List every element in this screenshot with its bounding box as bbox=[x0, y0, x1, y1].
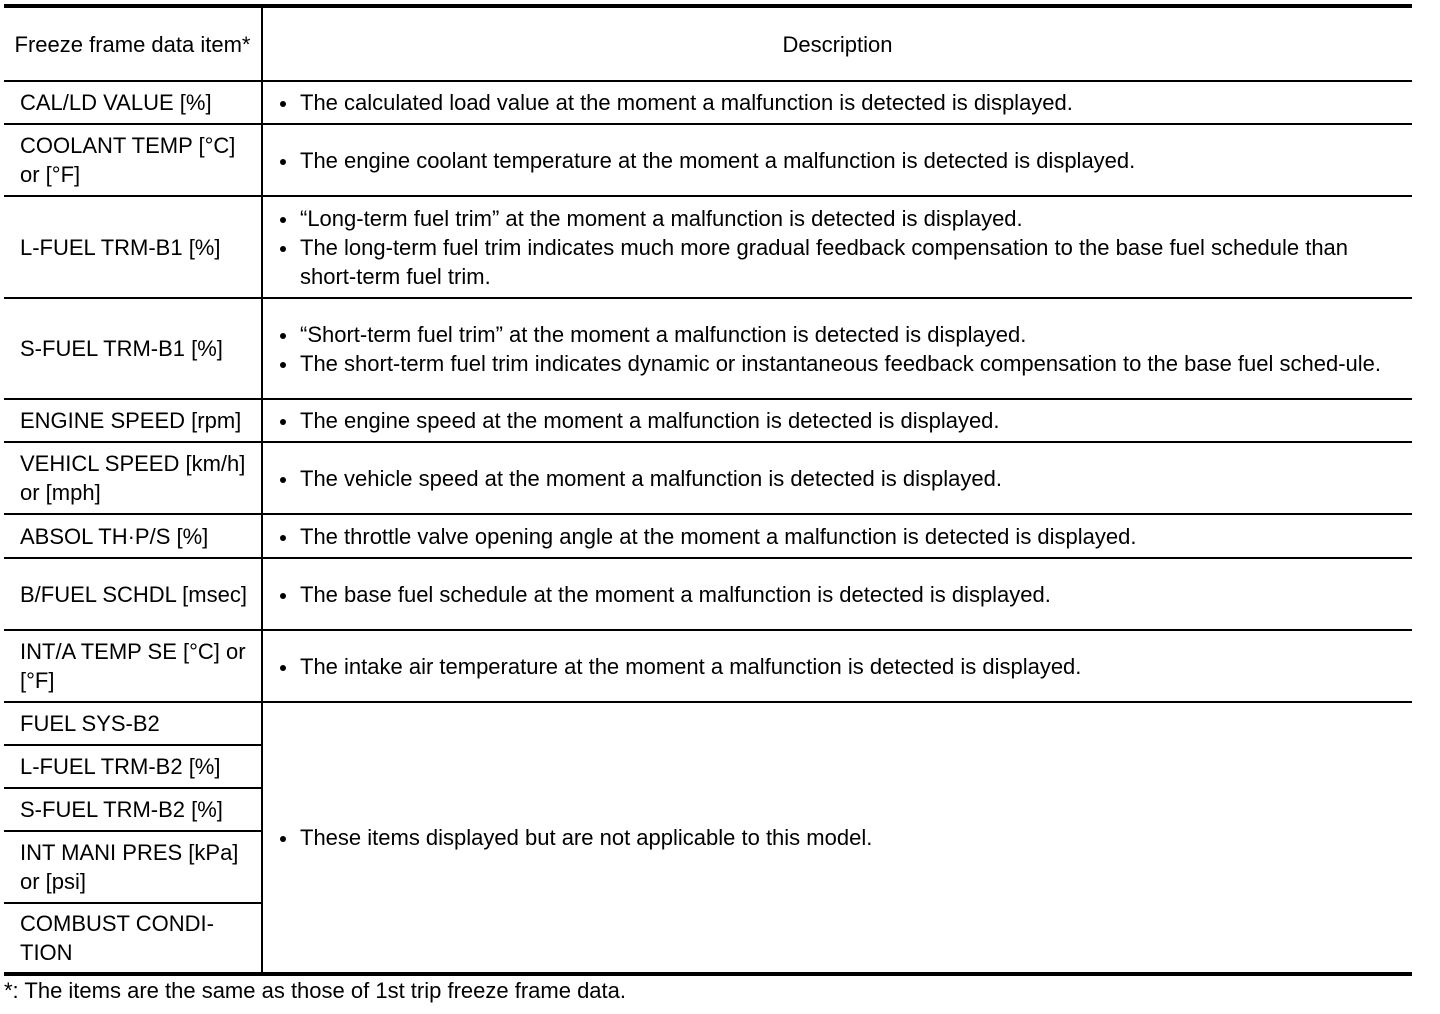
bullet-text: The vehicle speed at the moment a malfunction is detected is displayed. bbox=[277, 464, 1404, 493]
table-row bbox=[4, 399, 1412, 442]
bullet-text: “Short-term fuel trim” at the moment a malfunction is detected is displayed. bbox=[277, 320, 1404, 349]
item-cell: S-FUEL TRM-B1 [%] bbox=[4, 298, 262, 399]
table-row bbox=[4, 558, 1412, 630]
bullet-text: The throttle valve opening angle at the moment a malfunction is detected is displayed. bbox=[277, 522, 1404, 551]
item-cell: L-FUEL TRM-B2 [%] bbox=[4, 745, 262, 788]
item-cell: COOLANT TEMP [°C] or [°F] bbox=[4, 124, 262, 196]
footnote: *: The items are the same as those of 1st trip freeze frame data. bbox=[4, 978, 627, 1003]
item-cell: CAL/LD VALUE [%] bbox=[4, 81, 262, 124]
table-row bbox=[4, 81, 1412, 124]
description-cell bbox=[262, 630, 1412, 702]
table-row bbox=[4, 630, 1412, 702]
item-cell: ENGINE SPEED [rpm] bbox=[4, 399, 262, 442]
bullet-text: The calculated load value at the moment a malfunction is detected is displayed. bbox=[277, 88, 1404, 117]
table-row bbox=[4, 702, 1412, 745]
description-cell bbox=[262, 702, 1412, 974]
description-cell bbox=[262, 196, 1412, 298]
item-cell: INT MANI PRES [kPa] or [psi] bbox=[4, 831, 262, 903]
table-row bbox=[4, 298, 1412, 399]
description-cell bbox=[262, 124, 1412, 196]
item-cell: COMBUST CONDI-TION bbox=[4, 903, 262, 974]
bullet-text: The intake air temperature at the moment a malfunction is detected is displayed. bbox=[277, 652, 1404, 681]
item-cell: FUEL SYS-B2 bbox=[4, 702, 262, 745]
bullet-text: The short-term fuel trim indicates dynamic or instantaneous feedback compensation to the base fuel sched-ule. bbox=[277, 349, 1404, 378]
item-cell: ABSOL TH·P/S [%] bbox=[4, 514, 262, 558]
freeze-frame-data-table bbox=[4, 4, 1412, 976]
item-cell: INT/A TEMP SE [°C] or [°F] bbox=[4, 630, 262, 702]
description-cell bbox=[262, 514, 1412, 558]
item-cell: L-FUEL TRM-B1 [%] bbox=[4, 196, 262, 298]
bullet-text: The base fuel schedule at the moment a malfunction is detected is displayed. bbox=[277, 580, 1404, 609]
description-cell bbox=[262, 558, 1412, 630]
table-row bbox=[4, 514, 1412, 558]
item-cell: S-FUEL TRM-B2 [%] bbox=[4, 788, 262, 831]
description-cell bbox=[262, 399, 1412, 442]
bullet-text: The long-term fuel trim indicates much more gradual feedback compensation to the base fuel schedule than short-term fuel trim. bbox=[277, 233, 1404, 291]
description-cell bbox=[262, 298, 1412, 399]
description-cell bbox=[262, 442, 1412, 514]
table-row bbox=[4, 124, 1412, 196]
item-cell: B/FUEL SCHDL [msec] bbox=[4, 558, 262, 630]
table-row bbox=[4, 442, 1412, 514]
header-description: Description bbox=[782, 31, 893, 57]
table-row bbox=[4, 196, 1412, 298]
bullet-text: The engine coolant temperature at the moment a malfunction is detected is displayed. bbox=[277, 146, 1404, 175]
description-cell bbox=[262, 81, 1412, 124]
bullet-text: The engine speed at the moment a malfunction is detected is displayed. bbox=[277, 406, 1404, 435]
item-cell: VEHICL SPEED [km/h] or [mph] bbox=[4, 442, 262, 514]
table-header-row bbox=[4, 6, 1412, 81]
bullet-text: “Long-term fuel trim” at the moment a malfunction is detected is displayed. bbox=[277, 204, 1404, 233]
header-item: Freeze frame data item* bbox=[4, 6, 262, 81]
bullet-text: These items displayed but are not applicable to this model. bbox=[277, 823, 1404, 852]
